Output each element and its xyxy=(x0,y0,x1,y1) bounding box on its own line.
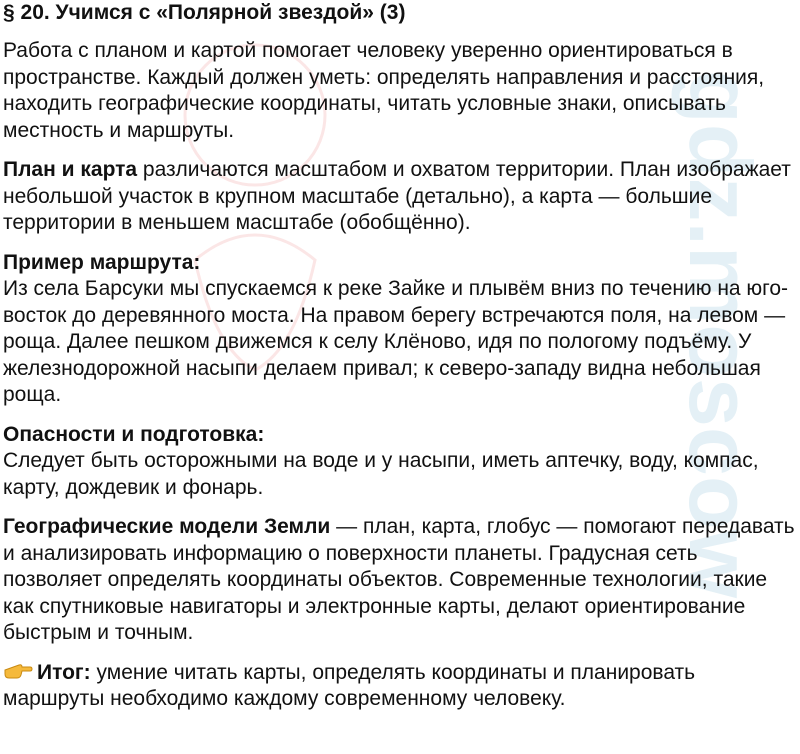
intro-paragraph: Работа с планом и картой помогает человеку уверенно ориентироваться в пространстве. Каждый должен уметь: определять направления и расстояния, находить географические координаты, читать условные знаки, описывать местность и маршруты. xyxy=(3,39,765,142)
models-term: Географические модели Земли xyxy=(3,515,331,538)
plan-map-term: План и карта xyxy=(3,158,138,181)
dangers-heading: Опасности и подготовка: xyxy=(3,422,265,446)
summary-text: умение читать карты, определять координаты и планировать маршруты необходимо каждому современному человеку. xyxy=(3,660,696,710)
route-text: Из села Барсуки мы спускаемся к реке Зайке и плывём вниз по течению на юго-восток до деревянного моста. На правом берегу встречаются поля, на левом — роща. Далее пешком движемся к селу Клёново, идя по пологому подъёму. У железнодорожной насыпи делаем привал; к северо-западу видна небольшая роща. xyxy=(3,277,789,406)
document-body xyxy=(3,0,797,713)
models-paragraph xyxy=(3,514,797,647)
summary-paragraph xyxy=(3,660,797,713)
dangers-text: Следует быть осторожными на воде и у насыпи, иметь аптечку, воду, компас, карту, дождевик и фонарь. xyxy=(3,449,759,499)
plan-map-text: различаются масштабом и охватом территории. План изображает небольшой участок в крупном масштабе (детально), а карта — большие территории в меньшем масштабе (обобщённо). xyxy=(3,158,791,234)
dangers-section xyxy=(3,422,797,502)
plan-map-paragraph xyxy=(3,157,797,237)
watermark-text: gdz.moscow xyxy=(671,70,770,599)
page-title: § 20. Учимся с «Полярной звездой» (3) xyxy=(3,1,406,24)
summary-term: Итог: xyxy=(37,660,91,684)
pointing-hand-icon xyxy=(3,661,33,681)
route-section xyxy=(3,250,797,409)
route-heading: Пример маршрута: xyxy=(3,250,201,274)
models-text: — план, карта, глобус — помогают передавать и анализировать информацию о поверхности планеты. Градусная сеть позволяет определять координаты объектов. Современные технологии, такие как спутниковые навигаторы и электронные карты, делают ориентирование быстрым и точным. xyxy=(3,515,795,644)
